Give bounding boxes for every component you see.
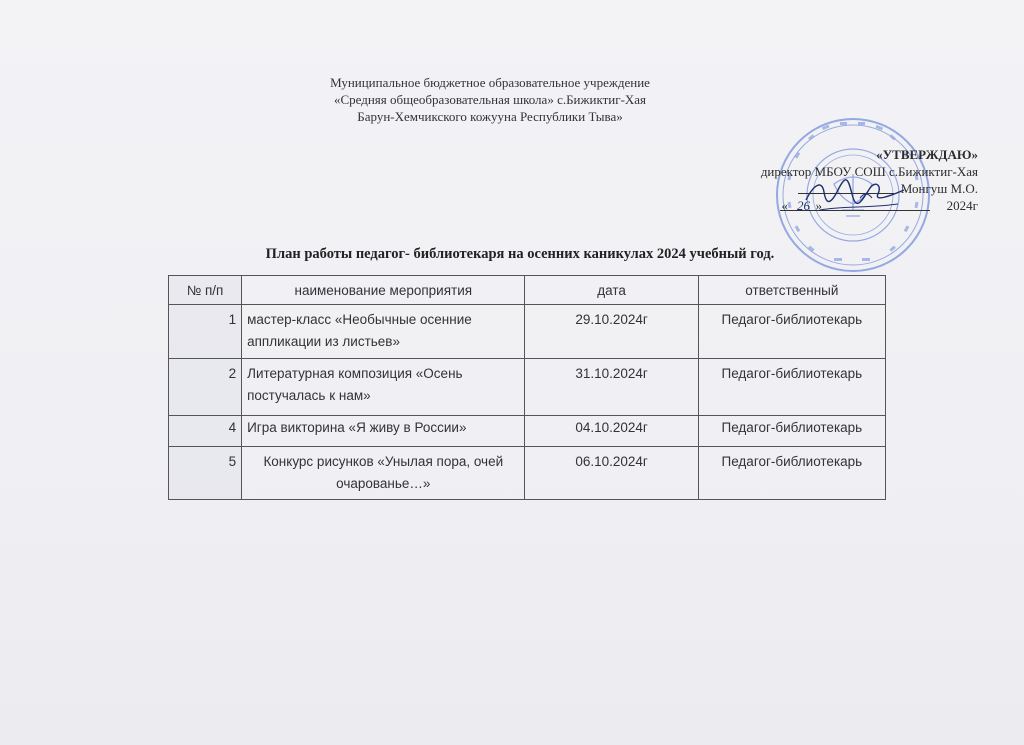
- director-name: Монгуш М.О.: [900, 181, 978, 196]
- row-responsible: Педагог-библиотекарь: [698, 305, 885, 359]
- row-date: 29.10.2024г: [525, 305, 698, 359]
- events-table: [168, 275, 886, 500]
- row-num: 4: [169, 416, 242, 447]
- row-event-name: Конкурс рисунков «Унылая пора, очей очарованье…»: [242, 447, 525, 500]
- row-responsible: Педагог-библиотекарь: [698, 416, 885, 447]
- table-row: [169, 359, 886, 416]
- header-line-1: Муниципальное бюджетное образовательное учреждение: [330, 75, 650, 90]
- row-responsible: Педагог-библиотекарь: [698, 359, 885, 416]
- header-line-3: Барун-Хемчикского кожууна Республики Тыва»: [357, 109, 623, 124]
- row-date: 06.10.2024г: [525, 447, 698, 500]
- row-num: 1: [169, 305, 242, 359]
- header-responsible: ответственный: [698, 276, 885, 305]
- row-event-name: Игра викторина «Я живу в России»: [242, 416, 525, 447]
- row-date: 31.10.2024г: [525, 359, 698, 416]
- header-line-2: «Средняя общеобразовательная школа» с.Бижиктиг-Хая: [333, 92, 647, 107]
- row-num: 5: [169, 447, 242, 500]
- row-event-name: мастер-класс «Необычные осенние аппликации из листьев»: [242, 305, 525, 359]
- row-date: 04.10.2024г: [525, 416, 698, 447]
- table-row: [169, 416, 886, 447]
- institution-header: [250, 74, 730, 125]
- table-header-row: [169, 276, 886, 305]
- approval-title: «УТВЕРЖДАЮ»: [876, 147, 978, 162]
- date-open-quote: «: [781, 198, 788, 213]
- table-row: [169, 305, 886, 359]
- date-close-quote: »: [815, 198, 822, 213]
- date-year: 2024г: [946, 198, 978, 213]
- date-day: 26: [797, 198, 810, 213]
- row-num: 2: [169, 359, 242, 416]
- header-date: дата: [525, 276, 698, 305]
- director-signature-icon: [800, 170, 910, 216]
- header-name: наименование мероприятия: [242, 276, 525, 305]
- row-responsible: Педагог-библиотекарь: [698, 447, 885, 500]
- row-event-name: Литературная композиция «Осень постучалась к нам»: [242, 359, 525, 416]
- table-row: [169, 447, 886, 500]
- approval-position: директор МБОУ СОШ с.Бижиктиг-Хая: [760, 164, 978, 179]
- header-num: № п/п: [169, 276, 242, 305]
- document-title: План работы педагог- библиотекаря на осенних каникулах 2024 учебный год.: [265, 246, 775, 262]
